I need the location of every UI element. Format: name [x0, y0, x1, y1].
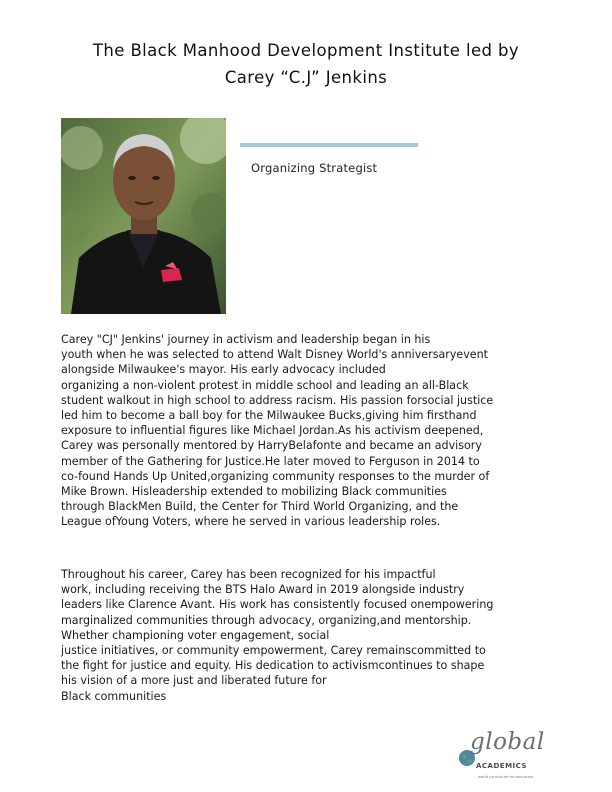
- role-label: Organizing Strategist: [251, 161, 378, 175]
- bio-line: Carey "CJ" Jenkins' journey in activism and leadership began in his: [61, 333, 431, 346]
- bio-line: Whether championing voter engagement, social: [61, 628, 330, 642]
- logo-subtitle: ACADEMICS: [476, 762, 527, 770]
- bio-line: leaders like Clarence Avant. His work has consistently focused onempowering: [61, 598, 494, 612]
- bio-line: Carey was personally mentored by HarryBelafonte and became an advisory: [61, 439, 482, 453]
- bio-line: exposure to influential figures like Michael Jordan.As his activism deepened,: [61, 424, 484, 438]
- bio-paragraph-2: [61, 567, 551, 704]
- accent-divider: [240, 143, 418, 147]
- page-title: [40, 37, 572, 91]
- bio-line: member of the Gathering for Justice.He later moved to Ferguson in 2014 to: [61, 454, 480, 468]
- bio-paragraph-1: [61, 332, 551, 530]
- bio-line: marginalized communities through advocacy, organizing,and mentorship.: [61, 613, 472, 627]
- bio-line: work, including receiving the BTS Halo Award in 2019 alongside industry: [61, 583, 465, 597]
- bio-line: League ofYoung Voters, where he served in various leadership roles.: [61, 515, 441, 529]
- bio-line: his vision of a more just and liberated future for: [61, 674, 327, 688]
- portrait-photo: [61, 118, 226, 314]
- global-academics-logo: [450, 729, 545, 787]
- bio-line: through BlackMen Build, the Center for Third World Organizing, and the: [61, 500, 459, 514]
- bio-line: justice initiatives, or community empowerment, Carey remainscommitted to: [61, 644, 486, 658]
- title-line-1: The Black Manhood Development Institute led by: [92, 41, 520, 60]
- bio-line: Mike Brown. Hisleadership extended to mobilizing Black communities: [61, 485, 447, 499]
- logo-wordmark: global: [470, 729, 545, 755]
- bio-line: organizing a non-violent protest in middle school and leading an all-Black: [61, 378, 469, 392]
- bio-line: co-found Hands Up United,organizing community responses to the murder of: [61, 469, 490, 483]
- bio-line: Black communities: [61, 689, 167, 703]
- logo-tagline: world curriculum for educators: [478, 775, 534, 779]
- bio-line: alongside Milwaukee's mayor. His early advocacy included: [61, 363, 386, 377]
- title-line-2: Carey “C.J” Jenkins: [224, 68, 388, 87]
- bio-line: Throughout his career, Carey has been recognized for his impactful: [61, 568, 436, 581]
- bio-line: student walkout in high school to address racism. His passion forsocial justice: [61, 393, 494, 407]
- bio-line: the fight for justice and equity. His dedication to activismcontinues to shape: [61, 659, 485, 673]
- bio-line: led him to become a ball boy for the Milwaukee Bucks,giving him firsthand: [61, 409, 477, 423]
- bio-line: youth when he was selected to attend Walt Disney World's anniversaryevent: [61, 348, 488, 362]
